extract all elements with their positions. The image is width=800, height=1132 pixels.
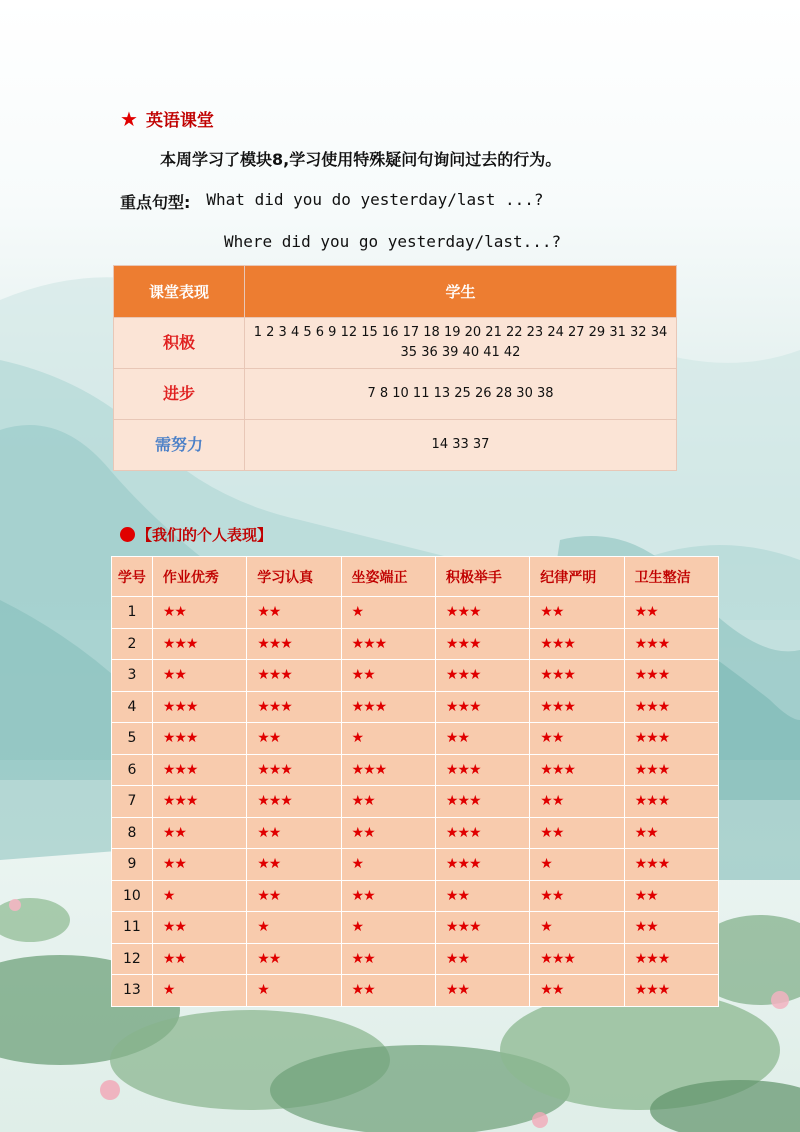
table-row	[112, 817, 719, 849]
student-number-cell: 12	[112, 943, 153, 975]
star-rating-cell: ★★	[247, 723, 341, 755]
star-rating-cell: ★★	[341, 786, 435, 818]
star-rating-cell: ★	[152, 975, 246, 1007]
performance-row-progress	[114, 369, 677, 420]
star-rating-cell: ★★★	[435, 786, 529, 818]
star-rating-cell: ★★★	[624, 943, 718, 975]
star-rating-cell: ★	[247, 975, 341, 1007]
personal-table-body	[112, 597, 719, 1007]
star-rating-cell: ★★	[435, 880, 529, 912]
star-rating-cell: ★★	[530, 786, 624, 818]
star-rating-cell: ★★	[152, 943, 246, 975]
star-rating-cell: ★★★	[152, 628, 246, 660]
table-row	[112, 849, 719, 881]
star-rating-cell: ★	[247, 912, 341, 944]
star-rating-cell: ★★	[530, 817, 624, 849]
star-rating-cell: ★	[152, 880, 246, 912]
key-sentence-2: Where did you go yesterday/last...?	[224, 232, 562, 251]
star-icon: ★	[120, 106, 138, 131]
star-rating-cell: ★★★	[530, 943, 624, 975]
star-rating-cell: ★★	[435, 723, 529, 755]
star-rating-cell: ★★	[624, 597, 718, 629]
star-rating-cell: ★★	[152, 817, 246, 849]
performance-header-row	[114, 266, 677, 318]
star-rating-cell: ★	[341, 597, 435, 629]
table-row	[112, 754, 719, 786]
star-rating-cell: ★★	[530, 975, 624, 1007]
star-rating-cell: ★★	[152, 849, 246, 881]
student-number-cell: 1	[112, 597, 153, 629]
star-rating-cell: ★	[341, 723, 435, 755]
english-class-title-text: 英语课堂	[145, 111, 214, 131]
star-rating-cell: ★★	[624, 880, 718, 912]
performance-students: 1 2 3 4 5 6 9 12 15 16 17 18 19 20 21 22 23 24 27 29 31 32 34 35 36 39 40 41 42	[245, 318, 677, 369]
star-rating-cell: ★★	[435, 975, 529, 1007]
personal-header-row	[112, 557, 719, 597]
student-number-cell: 2	[112, 628, 153, 660]
personal-performance-title	[120, 524, 272, 545]
star-rating-cell: ★★★	[341, 754, 435, 786]
student-number-cell: 3	[112, 660, 153, 692]
performance-label: 进步	[114, 369, 245, 420]
star-rating-cell: ★★	[435, 943, 529, 975]
student-number-cell: 8	[112, 817, 153, 849]
key-sentence-1: What did you do yesterday/last ...?	[206, 190, 544, 209]
student-number-cell: 7	[112, 786, 153, 818]
personal-header-cell: 卫生整洁	[624, 557, 718, 597]
student-number-cell: 13	[112, 975, 153, 1007]
star-rating-cell: ★★★	[152, 754, 246, 786]
star-rating-cell: ★★	[341, 817, 435, 849]
personal-header-cell: 纪律严明	[530, 557, 624, 597]
performance-students: 7 8 10 11 13 25 26 28 30 38	[245, 369, 677, 420]
star-rating-cell: ★	[341, 912, 435, 944]
star-rating-cell: ★★★	[624, 660, 718, 692]
star-rating-cell: ★★★	[152, 723, 246, 755]
star-rating-cell: ★★★	[435, 754, 529, 786]
star-rating-cell: ★	[530, 849, 624, 881]
performance-label: 需努力	[114, 420, 245, 471]
star-rating-cell: ★★	[247, 880, 341, 912]
key-sentence-label: 重点句型:	[120, 193, 191, 212]
star-rating-cell: ★★	[341, 943, 435, 975]
student-number-cell: 5	[112, 723, 153, 755]
performance-header-category: 课堂表现	[114, 266, 245, 318]
star-rating-cell: ★★★	[341, 691, 435, 723]
star-rating-cell: ★★★	[624, 849, 718, 881]
star-rating-cell: ★★★	[435, 691, 529, 723]
table-row	[112, 786, 719, 818]
star-rating-cell: ★★	[247, 849, 341, 881]
performance-students: 14 33 37	[245, 420, 677, 471]
table-row	[112, 660, 719, 692]
student-number-cell: 11	[112, 912, 153, 944]
star-rating-cell: ★★★	[435, 912, 529, 944]
star-rating-cell: ★★★	[152, 691, 246, 723]
weekly-summary: 本周学习了模块8,学习使用特殊疑问句询问过去的行为。	[160, 150, 562, 169]
star-rating-cell: ★★★	[624, 628, 718, 660]
personal-performance-title-text: 【我们的个人表现】	[137, 526, 273, 544]
star-rating-cell: ★	[341, 849, 435, 881]
table-row	[112, 912, 719, 944]
class-performance-table	[113, 265, 677, 471]
table-row	[112, 880, 719, 912]
table-row	[112, 597, 719, 629]
student-number-cell: 6	[112, 754, 153, 786]
star-rating-cell: ★★	[530, 597, 624, 629]
star-rating-cell: ★★	[247, 597, 341, 629]
table-row	[112, 975, 719, 1007]
student-number-cell: 4	[112, 691, 153, 723]
star-rating-cell: ★★	[530, 880, 624, 912]
star-rating-cell: ★★	[152, 597, 246, 629]
star-rating-cell: ★★	[152, 660, 246, 692]
star-rating-cell: ★★	[624, 912, 718, 944]
star-rating-cell: ★★★	[341, 628, 435, 660]
star-rating-cell: ★★	[247, 817, 341, 849]
star-rating-cell: ★★	[530, 723, 624, 755]
star-rating-cell: ★★★	[624, 975, 718, 1007]
personal-header-cell: 作业优秀	[152, 557, 246, 597]
student-number-cell: 10	[112, 880, 153, 912]
performance-row-needs-effort	[114, 420, 677, 471]
star-rating-cell: ★★★	[624, 691, 718, 723]
performance-header-students: 学生	[245, 266, 677, 318]
personal-header-cell: 坐姿端正	[341, 557, 435, 597]
star-rating-cell: ★★★	[530, 691, 624, 723]
personal-header-cell: 积极举手	[435, 557, 529, 597]
star-rating-cell: ★	[530, 912, 624, 944]
star-rating-cell: ★★★	[247, 691, 341, 723]
star-rating-cell: ★★★	[435, 849, 529, 881]
star-rating-cell: ★★★	[435, 597, 529, 629]
star-rating-cell: ★★★	[624, 723, 718, 755]
personal-header-cell: 学习认真	[247, 557, 341, 597]
personal-header-cell: 学号	[112, 557, 153, 597]
star-rating-cell: ★★★	[435, 628, 529, 660]
table-row	[112, 723, 719, 755]
performance-label: 积极	[114, 318, 245, 369]
star-rating-cell: ★★★	[152, 786, 246, 818]
star-rating-cell: ★★★	[624, 786, 718, 818]
star-rating-cell: ★★	[152, 912, 246, 944]
star-rating-cell: ★★★	[247, 754, 341, 786]
star-rating-cell: ★★★	[530, 754, 624, 786]
star-rating-cell: ★★★	[435, 817, 529, 849]
key-sentence-line	[120, 190, 544, 213]
star-rating-cell: ★★	[341, 880, 435, 912]
table-row	[112, 628, 719, 660]
star-rating-cell: ★★★	[624, 754, 718, 786]
star-rating-cell: ★★★	[530, 628, 624, 660]
star-rating-cell: ★★	[624, 817, 718, 849]
student-number-cell: 9	[112, 849, 153, 881]
star-rating-cell: ★★★	[247, 660, 341, 692]
performance-row-active	[114, 318, 677, 369]
table-row	[112, 691, 719, 723]
english-class-title	[120, 106, 214, 131]
star-rating-cell: ★★	[341, 975, 435, 1007]
star-rating-cell: ★★★	[435, 660, 529, 692]
star-rating-cell: ★★★	[530, 660, 624, 692]
star-rating-cell: ★★★	[247, 628, 341, 660]
table-row	[112, 943, 719, 975]
star-rating-cell: ★★	[247, 943, 341, 975]
dot-icon	[120, 527, 135, 542]
star-rating-cell: ★★★	[247, 786, 341, 818]
star-rating-cell: ★★	[341, 660, 435, 692]
personal-performance-table	[111, 556, 719, 1007]
